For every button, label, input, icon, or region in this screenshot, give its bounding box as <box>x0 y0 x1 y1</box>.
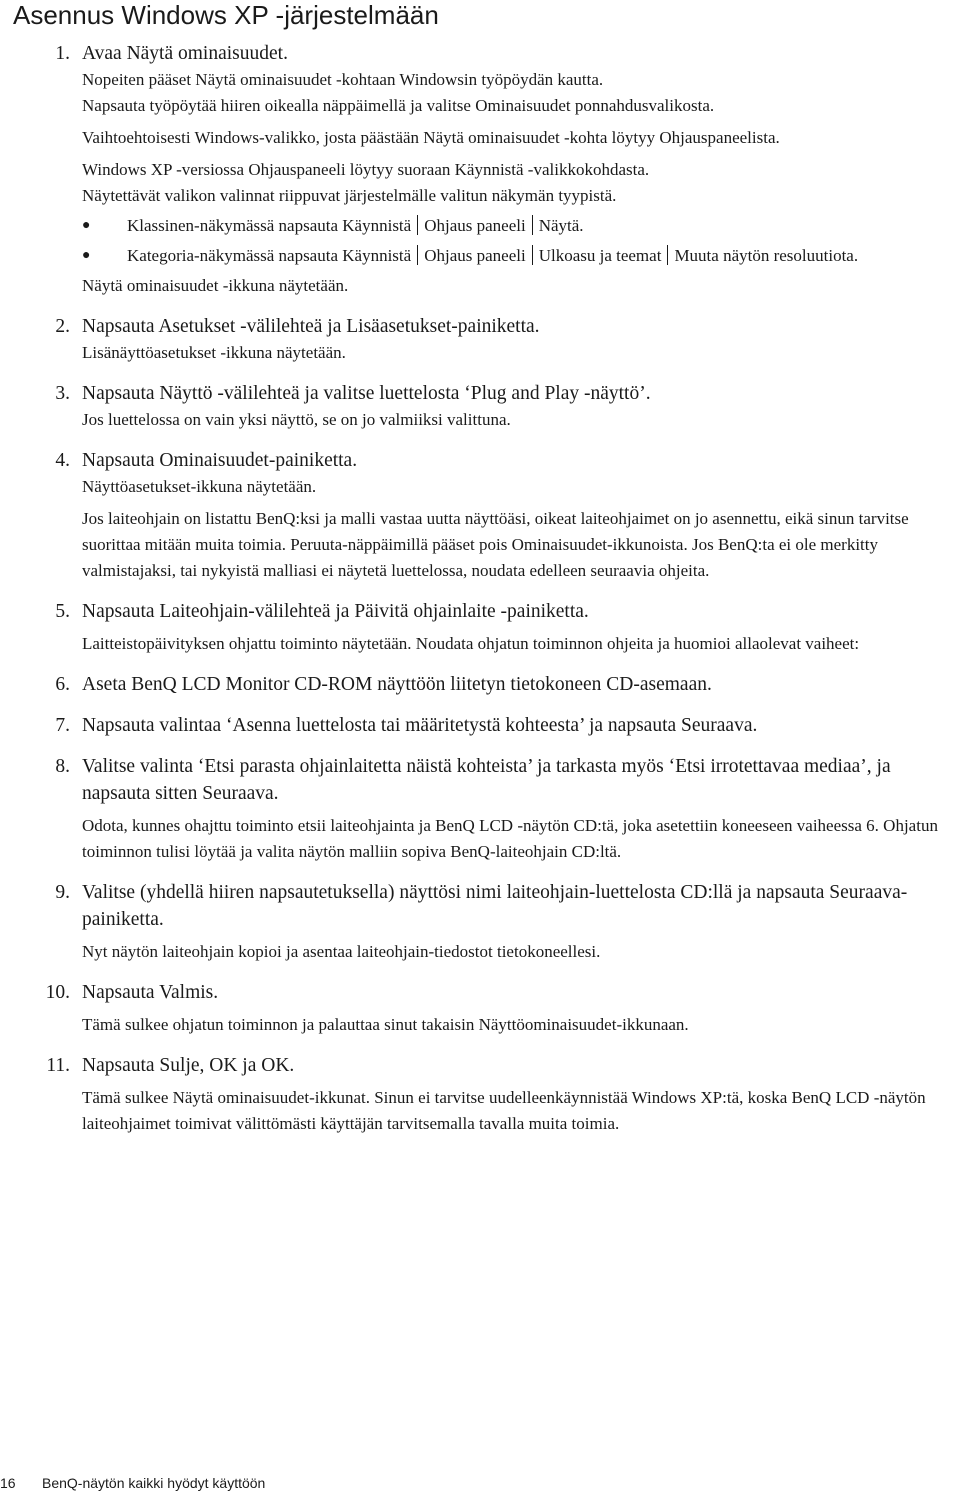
step-8 <box>0 753 960 865</box>
bullet-icon: ● <box>82 218 91 233</box>
step-10 <box>0 979 960 1038</box>
step-text: Jos luettelossa on vain yksi näyttö, se on jo valmiiksi valittuna. <box>82 410 511 429</box>
step-heading: Napsauta Valmis. <box>82 982 219 1003</box>
step-9 <box>0 879 960 965</box>
step-text: Jos laiteohjain on listattu BenQ:ksi ja malli vastaa uutta näyttöäsi, oikeat laiteohjaimet on jo asennettu, eikä sinun tarvitse suorittaa mitään muita toimia. Peruuta-näppäimillä pääset pois Ominaisuudet-ikkunoista. Jos BenQ:ta ei ole merkitty valmistajaksi, tai nykyistä malliasi ei näytetä luettelossa, noudata edelleen seuraavia ohjeita. <box>82 509 909 580</box>
step-7 <box>0 712 960 739</box>
page-number: 16 <box>0 1475 16 1491</box>
step-text: Windows XP -versiossa Ohjauspaneeli löytyy suoraan Käynnistä -valikkokohdasta. <box>82 160 650 179</box>
step-heading: Napsauta Sulje, OK ja OK. <box>82 1055 295 1076</box>
bullet-list <box>82 213 952 269</box>
step-text: Näytettävät valikon valinnat riippuvat järjestelmälle valitun näkymän tyypistä. <box>82 186 617 205</box>
step-6 <box>0 671 960 698</box>
step-heading: Napsauta Näyttö -välilehteä ja valitse luettelosta ‘Plug and Play -näyttö’. <box>82 383 651 404</box>
step-2 <box>0 313 960 366</box>
step-5 <box>0 598 960 657</box>
page-title: Asennus Windows XP -järjestelmään <box>13 0 439 30</box>
step-number: 5. <box>55 601 70 622</box>
step-text: Tämä sulkee ohjatun toiminnon ja palauttaa sinut takaisin Näyttöominaisuudet-ikkunaan. <box>82 1015 689 1034</box>
step-text: Nopeiten pääset Näytä ominaisuudet -kohtaan Windowsin työpöydän kautta. <box>82 70 604 89</box>
step-heading: Valitse valinta ‘Etsi parasta ohjainlaitetta näistä kohteista’ ja tarkasta myös ‘Etsi irrotettavaa mediaa’, ja napsauta sitten Seuraava. <box>82 756 891 804</box>
step-number: 1. <box>55 43 70 64</box>
step-heading: Avaa Näytä ominaisuudet. <box>82 43 288 64</box>
step-number: 9. <box>55 882 70 903</box>
step-number: 10. <box>45 982 70 1003</box>
step-number: 6. <box>55 674 70 695</box>
step-number: 8. <box>55 756 70 777</box>
step-3 <box>0 380 960 433</box>
step-text: Näyttöasetukset-ikkuna näytetään. <box>82 477 317 496</box>
step-number: 11. <box>46 1055 70 1076</box>
instructions <box>0 40 960 1137</box>
step-1 <box>0 40 960 299</box>
step-text: Vaihtoehtoisesti Windows-valikko, josta päästään Näytä ominaisuudet -kohta löytyy Ohjauspaneelista. <box>82 128 780 147</box>
step-number: 3. <box>55 383 70 404</box>
step-heading: Napsauta Laiteohjain-välilehteä ja Päivitä ohjainlaite -painiketta. <box>82 601 589 622</box>
step-heading: Napsauta valintaa ‘Asenna luettelosta tai määritetystä kohteesta’ ja napsauta Seuraava. <box>82 715 758 736</box>
step-11 <box>0 1052 960 1137</box>
step-heading: Aseta BenQ LCD Monitor CD-ROM näyttöön liitetyn tietokoneen CD-asemaan. <box>82 674 712 695</box>
step-heading: Valitse (yhdellä hiiren napsautetuksella) näyttösi nimi laiteohjain-luettelosta CD:llä ja napsauta Seuraava-painiketta. <box>82 882 908 930</box>
step-heading: Napsauta Ominaisuudet-painiketta. <box>82 450 358 471</box>
step-text: Tämä sulkee Näytä ominaisuudet-ikkunat. Sinun ei tarvitse uudelleenkäynnistää Windows XP:tä, koska BenQ LCD -näytön laiteohjaimet toimivat välittömästi käyttäjän tarvitsemalla tavalla muita toimia. <box>82 1088 926 1133</box>
step-number: 2. <box>55 316 70 337</box>
step-text: Odota, kunnes ohajttu toiminto etsii laiteohjainta ja BenQ LCD -näytön CD:tä, joka asetettiin koneeseen vaiheessa 6. Ohjatun toiminnon tulisi löytää ja valita näytön malliin sopiva BenQ-laiteohjain CD:ltä. <box>82 816 938 861</box>
step-heading: Napsauta Asetukset -välilehteä ja Lisäasetukset-painiketta. <box>82 316 540 337</box>
step-text: Näytä ominaisuudet -ikkuna näytetään. <box>82 276 349 295</box>
list-item: ● Kategoria-näkymässä napsauta Käynnistä Ohjaus paneeli Ulkoasu ja teemat Muuta näytön resoluutiota. <box>82 243 952 269</box>
step-text: Napsauta työpöytää hiiren oikealla näppäimellä ja valitse Ominaisuudet ponnahdusvalikosta. <box>82 96 715 115</box>
step-text: Nyt näytön laiteohjain kopioi ja asentaa laiteohjain-tiedostot tietokoneellesi. <box>82 942 601 961</box>
step-text: Lisänäyttöasetukset -ikkuna näytetään. <box>82 343 346 362</box>
step-number: 7. <box>55 715 70 736</box>
footer-text: BenQ-näytön kaikki hyödyt käyttöön <box>42 1475 266 1491</box>
list-item: ● Klassinen-näkymässä napsauta Käynnistä Ohjaus paneeli Näytä. <box>82 213 952 239</box>
step-text: Laitteistopäivityksen ohjattu toiminto näytetään. Noudata ohjatun toiminnon ohjeita ja huomioi allaolevat vaiheet: <box>82 634 860 653</box>
step-4 <box>0 447 960 584</box>
step-number: 4. <box>55 450 70 471</box>
bullet-icon: ● <box>82 248 91 263</box>
